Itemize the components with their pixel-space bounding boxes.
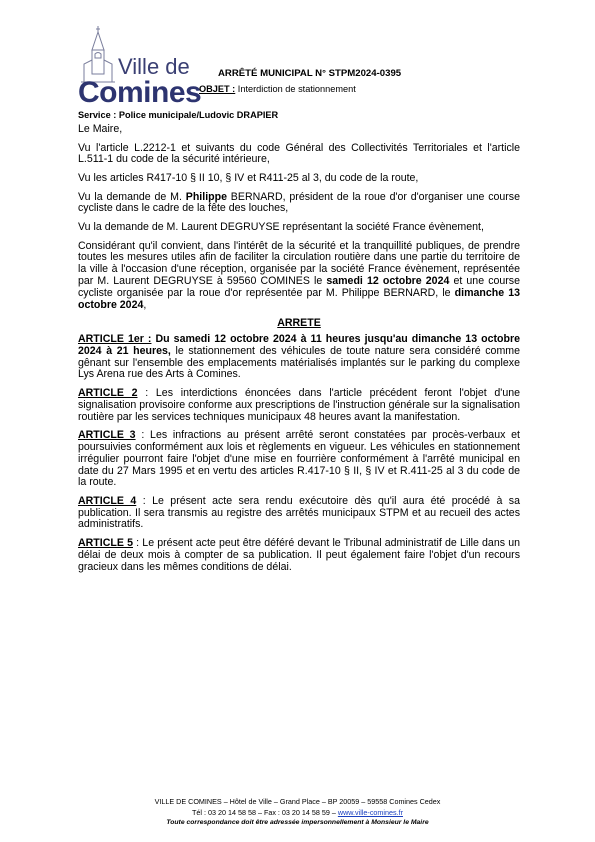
objet-text: Interdiction de stationnement [235, 84, 356, 94]
footer-website-link[interactable]: www.ville-comines.fr [337, 807, 403, 817]
p6-text: Considérant qu'il convient, dans l'intérêt de la sécurité et la tranquillité publiques, de prendre toutes les mesures utiles afin de faciliter la circulation routière dans une partie du territoire de la ville à l'occasion d'une réception, organisée par la société France évènement, représentée par M. Laurent DEGRUYSE à 59560 COMINES le [78, 239, 520, 287]
article-1-text: le stationnement des véhicules de toute nature sera considéré comme gênant sur l'ensemble des emplacements matérialisés implantés sur le parking du complexe Lys Arena rue des Arts à Comines. [78, 344, 520, 381]
arrete-heading: ARRETE [277, 317, 321, 330]
article-5 [78, 538, 520, 573]
paragraph-vu-code-route: Vu les articles R417-10 § II 10, § IV et R411-25 al 3, du code de la route, [78, 171, 419, 184]
article-5-label: ARTICLE 5 [78, 537, 133, 550]
church-icon [78, 24, 118, 84]
paragraph-considerant [78, 241, 520, 312]
article-4 [78, 496, 520, 531]
article-3-text: : Les infractions au présent arrêté seront constatées par procès-verbaux et poursuivies conformément aux lois et règlements en vigueur. Les véhicules en stationnement irrégulier pourront faire l'objet d'une mise en fourrière conformément à l'arrêté municipal en date du 27 Mars 1995 et en vertu des articles R.417-10 § II, § IV et R.411-25 al 3 du code de la route. [78, 429, 520, 489]
p6-text-2: et une course cycliste organisée par la roue d'or représentée par M. Philippe BERNARD, le [78, 274, 520, 299]
document-title: ARRÊTÉ MUNICIPAL N° STPM2024-0395 [218, 68, 402, 79]
article-2-label: ARTICLE 2 [78, 386, 138, 399]
article-4-text: : Le présent acte sera rendu exécutoire dès qu'il aura été procédé à sa publication. Il sera transmis au registre des arrêtés municipaux STPM et au recueil des actes administratifs. [78, 494, 520, 531]
p6-end: , [143, 298, 147, 311]
paragraph-vu-cgct: Vu l'article L.2212-1 et suivants du code Général des Collectivités Territoriales et l'article L.511-1 du code de la sécurité intérieure, [78, 141, 520, 166]
logo-text-comines: Comines [78, 76, 202, 109]
document-body [78, 124, 520, 580]
p4-text: Vu la demande de M. [78, 190, 186, 203]
article-3 [78, 430, 520, 489]
p4-name: Philippe [185, 190, 227, 203]
service-line: Service : Police municipale/Ludovic DRAPIER [78, 110, 279, 120]
article-4-label: ARTICLE 4 [78, 494, 137, 507]
footer-note: Toute correspondance doit être adressée impersonnellement à Monsieur le Maire [166, 819, 429, 826]
article-3-label: ARTICLE 3 [78, 429, 136, 442]
footer-contact [0, 808, 595, 819]
article-1-dates: Du samedi 12 octobre 2024 à 11 heures jusqu'au dimanche 13 octobre 2024 à 21 heures, [78, 332, 520, 357]
paragraph-le-maire: Le Maire, [78, 123, 123, 135]
article-2-text: : Les interdictions énoncées dans l'article précédent feront l'objet d'une signalisation provisoire conforme aux prescriptions de l'instruction générale sur la signalisation routière par les services techniques municipaux 48 heures avant la manifestation. [78, 386, 520, 423]
p6-date-samedi: samedi 12 octobre 2024 [326, 274, 450, 287]
city-logo [78, 24, 202, 110]
p6-date-dimanche: dimanche 13 octobre 2024 [78, 286, 520, 311]
paragraph-vu-demande-bernard [78, 192, 520, 216]
objet-line [199, 84, 356, 94]
article-5-text: : Le présent acte peut être déféré devant le Tribunal administratif de Lille dans un délai de deux mois à compter de sa publication. Il peut également faire l'objet d'un recours gracieux dans les mêmes conditions de délai. [78, 537, 520, 573]
article-2 [78, 388, 520, 423]
page-footer [0, 797, 595, 829]
p4-rest: BERNARD, président de la roue d'or d'organiser une course cycliste dans le cadre de la fête des louches, [78, 190, 520, 215]
paragraph-vu-demande-degruyse: Vu la demande de M. Laurent DEGRUYSE représentant la société France évènement, [78, 220, 484, 233]
footer-address: VILLE DE COMINES – Hôtel de Ville – Grand Place – BP 20059 – 59558 Comines Cedex [154, 797, 441, 806]
objet-label: OBJET : [199, 84, 236, 94]
logo-text-ville: Ville de [118, 54, 190, 79]
article-1-label: ARTICLE 1er : [78, 332, 152, 345]
article-1 [78, 334, 520, 381]
footer-phone: Tél : 03 20 14 58 58 – Fax : 03 20 14 58 59 – [192, 807, 338, 817]
